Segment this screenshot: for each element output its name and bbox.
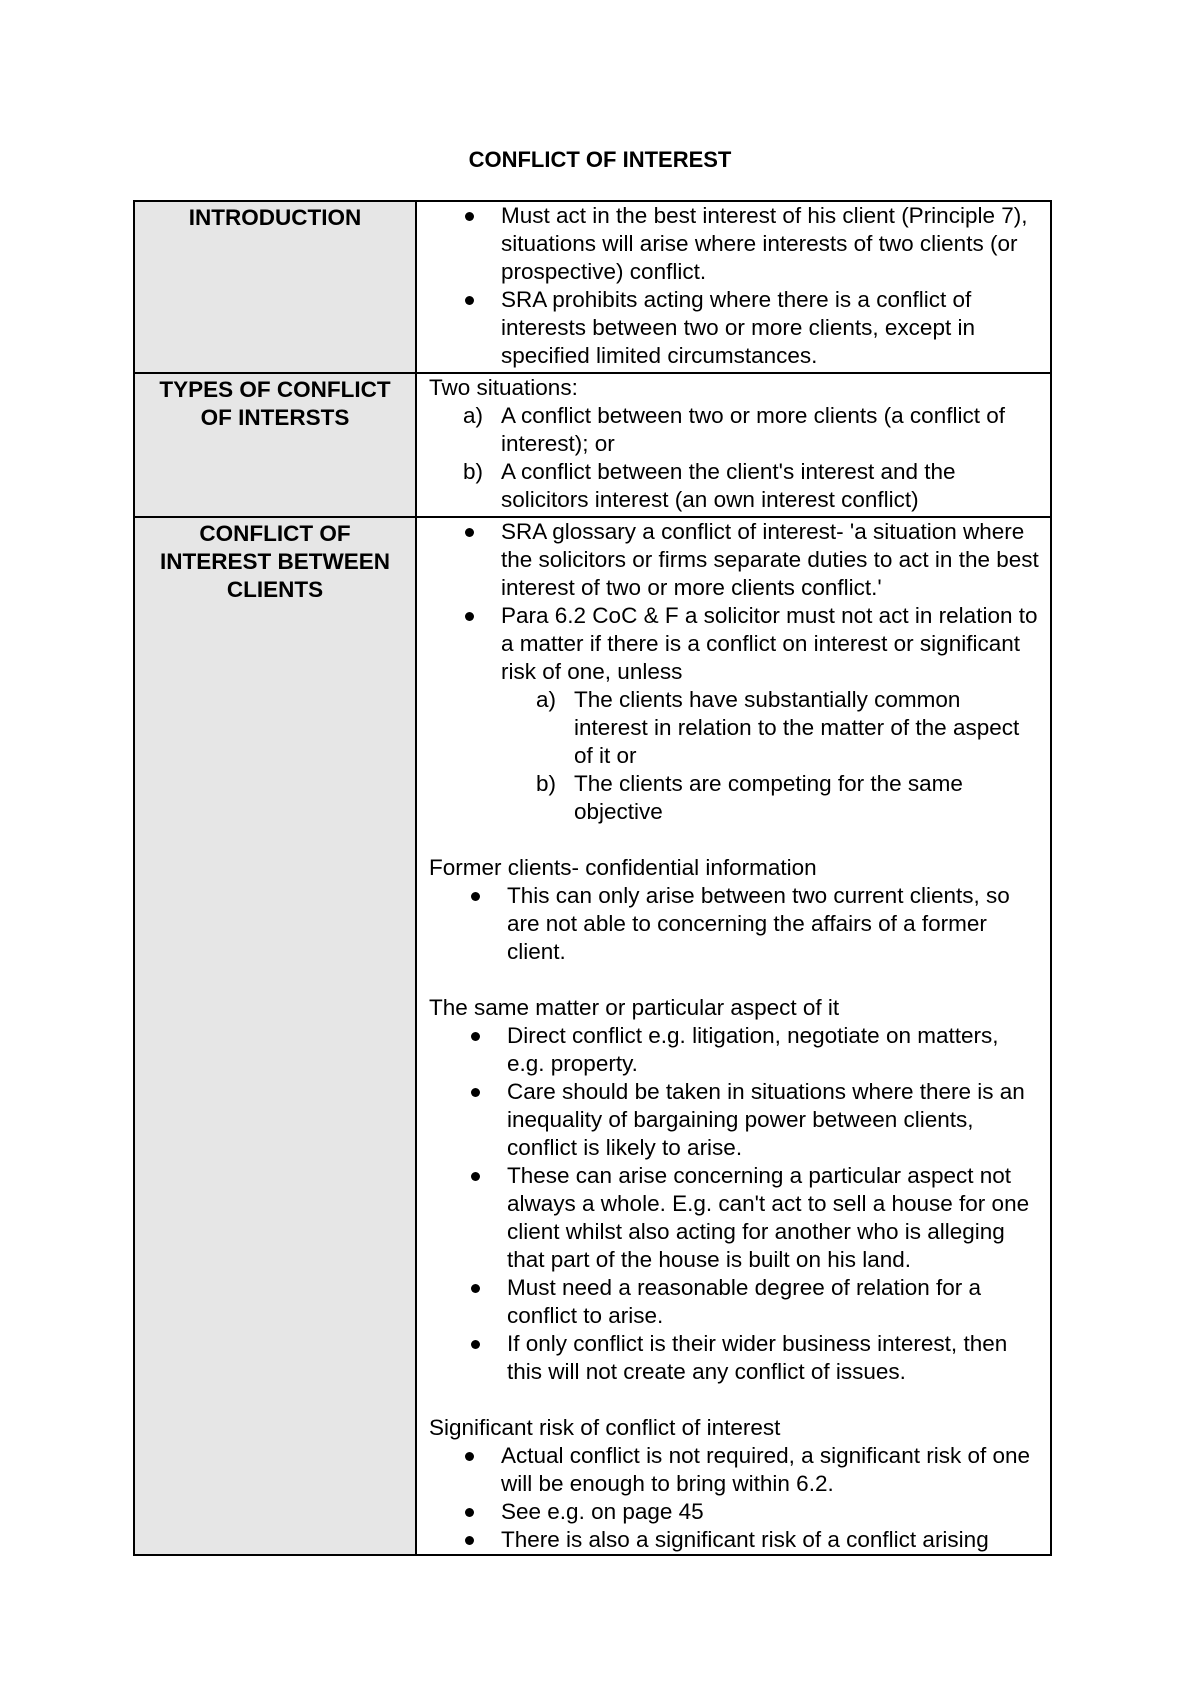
list-item xyxy=(429,458,1040,514)
list-item: Care should be taken in situations where there is an inequality of bargaining power between clients, conflict is likely to arise. xyxy=(429,1078,1040,1162)
paragraph: Two situations: xyxy=(429,375,578,400)
list-item: This can only arise between two current clients, so are not able to concerning the affairs of a former client. xyxy=(429,882,1040,966)
table-row xyxy=(134,517,1051,1555)
row-heading: CONFLICT OF INTEREST BETWEEN CLIENTS xyxy=(134,517,416,1555)
document-title: CONFLICT OF INTEREST xyxy=(468,147,732,172)
list-item xyxy=(429,686,1040,770)
list-item: See e.g. on page 45 xyxy=(429,1498,1040,1526)
table-row xyxy=(134,373,1051,517)
row-heading: INTRODUCTION xyxy=(134,201,416,373)
list-item: Direct conflict e.g. litigation, negotiate on matters, e.g. property. xyxy=(429,1022,1040,1078)
list-item-text: The clients are competing for the same objective xyxy=(574,771,963,824)
list-item: SRA prohibits acting where there is a conflict of interests between two or more clients, except in specified limited circumstances. xyxy=(429,286,1040,370)
list-item: Must need a reasonable degree of relation for a conflict to arise. xyxy=(429,1274,1040,1330)
spacer xyxy=(429,826,1040,854)
list-item xyxy=(429,770,1040,826)
list-item: Must act in the best interest of his client (Principle 7), situations will arise where interests of two clients (or prospective) conflict. xyxy=(429,202,1040,286)
list-item: If only conflict is their wider business interest, then this will not create any conflict of issues. xyxy=(429,1330,1040,1386)
subheading: Significant risk of conflict of interest xyxy=(429,1415,781,1440)
list-item xyxy=(429,402,1040,458)
subheading: Former clients- confidential information xyxy=(429,855,817,880)
list-item-text: A conflict between two or more clients (a conflict of interest); or xyxy=(501,403,1005,456)
list-marker: a) xyxy=(536,687,557,712)
notes-table xyxy=(133,200,1052,1556)
list-item: There is also a significant risk of a conflict arising xyxy=(429,1526,1040,1554)
subheading: The same matter or particular aspect of it xyxy=(429,995,840,1020)
list-item: Para 6.2 CoC & F a solicitor must not act in relation to a matter if there is a conflict on interest or significant risk of one, unless xyxy=(429,602,1040,686)
list-item: SRA glossary a conflict of interest- 'a situation where the solicitors or firms separate duties to act in the best interest of two or more clients conflict.' xyxy=(429,518,1040,602)
list-marker: b) xyxy=(463,459,484,484)
list-item: These can arise concerning a particular aspect not always a whole. E.g. can't act to sell a house for one client whilst also acting for another who is alleging that part of the house is built on his land. xyxy=(429,1162,1040,1274)
list-item-text: A conflict between the client's interest and the solicitors interest (an own interest conflict) xyxy=(501,459,956,512)
spacer xyxy=(429,1386,1040,1414)
row-content xyxy=(416,201,1051,373)
list-item: Actual conflict is not required, a significant risk of one will be enough to bring within 6.2. xyxy=(429,1442,1040,1498)
row-content xyxy=(416,373,1051,517)
row-heading: TYPES OF CONFLICT OF INTERSTS xyxy=(134,373,416,517)
list-item-text: The clients have substantially common interest in relation to the matter of the aspect of it or xyxy=(574,687,1020,768)
row-content xyxy=(416,517,1051,1555)
list-marker: a) xyxy=(463,403,484,428)
spacer xyxy=(429,966,1040,994)
table-row xyxy=(134,201,1051,373)
list-marker: b) xyxy=(536,771,557,796)
